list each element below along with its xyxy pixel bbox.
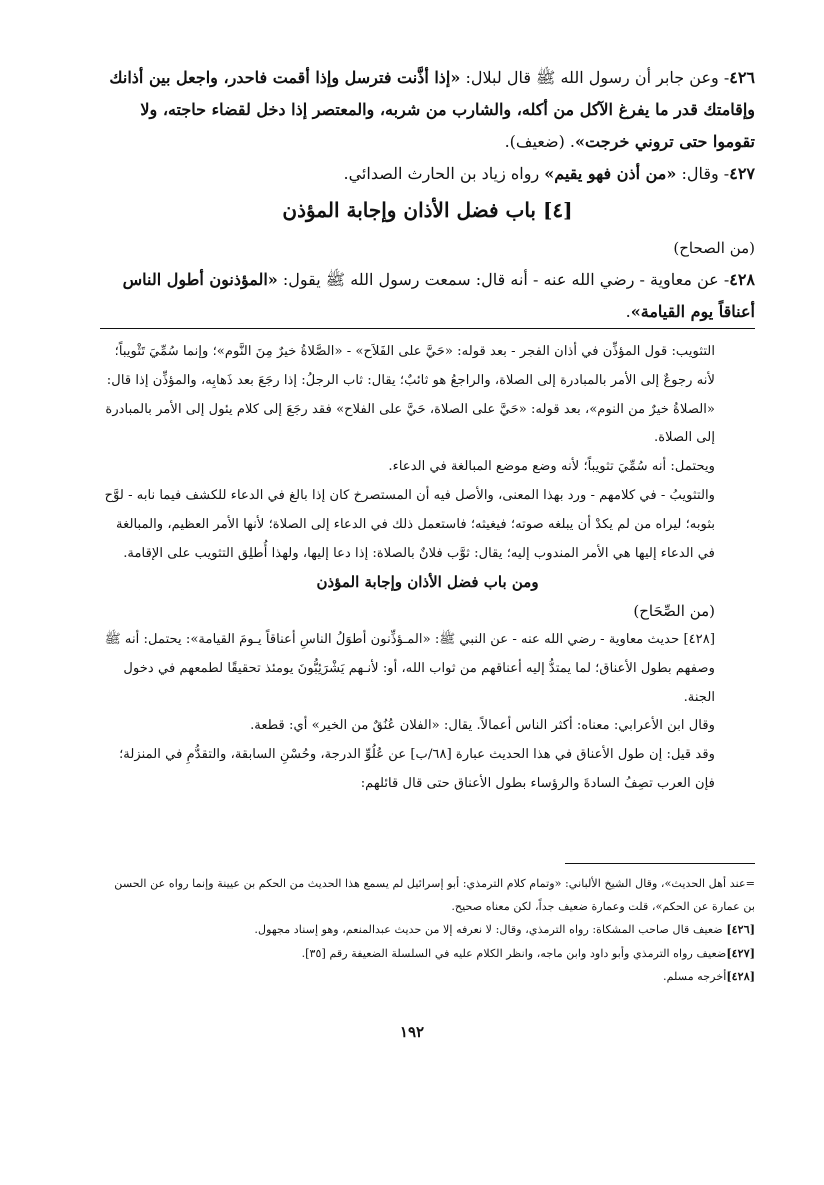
commentary-paragraph: التثويب: قول المؤذِّن في أذان الفجر - بعد قوله: «حَيَّ على الفَلاَح» - «الصَّلاةُ خيرٌ مِنَ النَّوم»؛ وإنما سُمِّيَ تَثْويباً؛ لأنه رجوعٌ إلى الأمر بالمبادرة إلى الصلاة، والراجعُ هو ثائبٌ؛ يقال: ثاب الرجلُ: إذا رجَعَ بعد ذَهابِه، والمؤذِّن إذا قال: «الصلاةُ خيرٌ من النوم»، بعد قوله: «حَيَّ على الصلاة، حَيَّ على الفلاح» فقد رجَعَ إلى كلام يئول إلى الأمر بالمبادرة إلى الصلاة. (105, 344, 715, 446)
footnotes (100, 873, 755, 989)
commentary-section-title: ومن باب فضل الأذان وإجابة المؤذن (316, 573, 539, 592)
hadith-427 (100, 158, 755, 190)
hadith-number: ٤٢٨ (729, 270, 755, 289)
commentary-paragraph: وقد قيل: إن طول الأعناق في هذا الحديث عبارة [٦٨/ب] عن عُلُوِّ الدرجة، وحُسْنِ السابقة، والتقدُّمِ في المنزلة؛ فإن العرب تصِفُ السادةَ والرؤساء بطول الأعناق حتى قال قائلهم: (119, 747, 715, 791)
footnote-text: ضعيف قال صاحب المشكاة: رواه الترمذي، وقال: لا نعرفه إلا من حديث عبدالمنعم، وهو إسناد مجهول. (254, 923, 727, 937)
commentary-paragraph: [٤٢٨] حديث معاوية - رضي الله عنه - عن النبي ﷺ: «المـؤذِّنون أطوَلُ الناسِ أعناقاً يـومَ القيامة»: يحتمل: أنه ﷺ وصفهم بطول الأعناق؛ لما يمتدُّ إليه أعناقهم من ثواب الله، أو: لأنـهم يَشْرَئِبُّونَ يومئذ تحقيقًا لطمعهم في دخول الجنة. (104, 631, 715, 705)
commentary-paragraph: ويحتمل: أنه سُمِّيَ تثويباً؛ لأنه وضع موضع المبالغة في الدعاء. (388, 459, 715, 475)
footnote (100, 942, 755, 966)
page-number: ١٩٢ (399, 1023, 425, 1041)
footnote-tag: [٤٢٦] (726, 922, 755, 937)
hadith-end: . (625, 302, 631, 321)
hadith-quote: «إذا أذَّنت فترسل وإذا أقمت فاحدر، واجعل بين أذانك وإقامتك قدر ما يفرغ الآكل من أكله، والشارب من شربه، والمعتصر إذا دخل لقضاء حاجته، ولا تقوموا حتى تروني خرجت» (109, 68, 755, 151)
hadith-426 (100, 62, 755, 158)
hadith-number: ٤٢٦ (729, 68, 755, 87)
chapter-title: [٤] باب فضل الأذان وإجابة المؤذن (282, 198, 573, 222)
footnote-tag: [٤٢٨] (726, 969, 755, 984)
hadith-grade: . (ضعيف). (504, 132, 576, 151)
footnote (100, 918, 755, 942)
footnote-divider (565, 863, 755, 864)
chapter-subheading: (من الصحاح) (673, 239, 755, 257)
hadith-intro: - عن معاوية - رضي الله عنه - أنه قال: سمعت رسول الله ﷺ يقول: (282, 270, 730, 289)
commentary-paragraph: وقال ابن الأعرابي: معناه: أكثر الناس أعمالاً. يقال: «الفلان عُنُقٌ من الخير» أي: قطعة. (250, 718, 715, 734)
footnote-tag: [٤٢٧] (726, 945, 755, 960)
commentary-paragraph: والتثويبُ - في كلامهم - ورد بهذا المعنى، والأصل فيه أن المستصرخ كان إذا بالغ في الدعاء للكشف فيما نابه - لوَّح بثوبه؛ ليراه من لم يكدْ أن يبلغه صوته؛ فيغيثه؛ فاستعمل ذلك في الدعاء إلى الصلاة؛ لأنها الأمر العظيم، والمبالغة في الدعاء إليها هي الأمر المندوب إليه؛ يقال: ثوَّب فلانٌ بالصلاة: إذا دعا إليها، ولهذا أُطلِق التثويب على الإقامة. (104, 487, 715, 561)
hadith-quote: «من أذن فهو يقيم» (544, 164, 677, 183)
commentary-subheading: (من الصِّحَاح) (633, 602, 715, 621)
hadith-intro: - وعن جابر أن رسول الله ﷺ قال لبلال: (465, 68, 730, 87)
hadith-quote: «المؤذنون أطول الناس أعناقاً يوم القيامة» (122, 270, 755, 321)
hadith-source: رواه زياد بن الحارث الصدائي. (343, 164, 540, 183)
hadith-428 (100, 264, 755, 328)
hadith-intro: - وقال: (681, 164, 730, 183)
commentary (100, 338, 755, 799)
footnote: =عند أهل الحديث»، وقال الشيخ الألباني: «وتمام كلام الترمذي: أبو إسرائيل لم يسمع هذا الحديث من الحكم بن عيينة وإنما رواه عن الحسن بن عمارة عن الحكم»، قلت وعمارة ضعيف جداً، لكن معناه صحيح. (114, 877, 755, 913)
hadith-number: ٤٢٧ (729, 164, 755, 183)
chapter-body (100, 232, 755, 328)
footnote-text: ضعيف رواه الترمذي وأبو داود وابن ماجه، وانظر الكلام عليه في السلسلة الضعيفة رقم [٣٥]. (301, 946, 727, 960)
footnote-text: أخرجه مسلم. (663, 970, 727, 984)
footnote (100, 965, 755, 989)
divider (100, 328, 755, 329)
main-text (100, 62, 755, 190)
